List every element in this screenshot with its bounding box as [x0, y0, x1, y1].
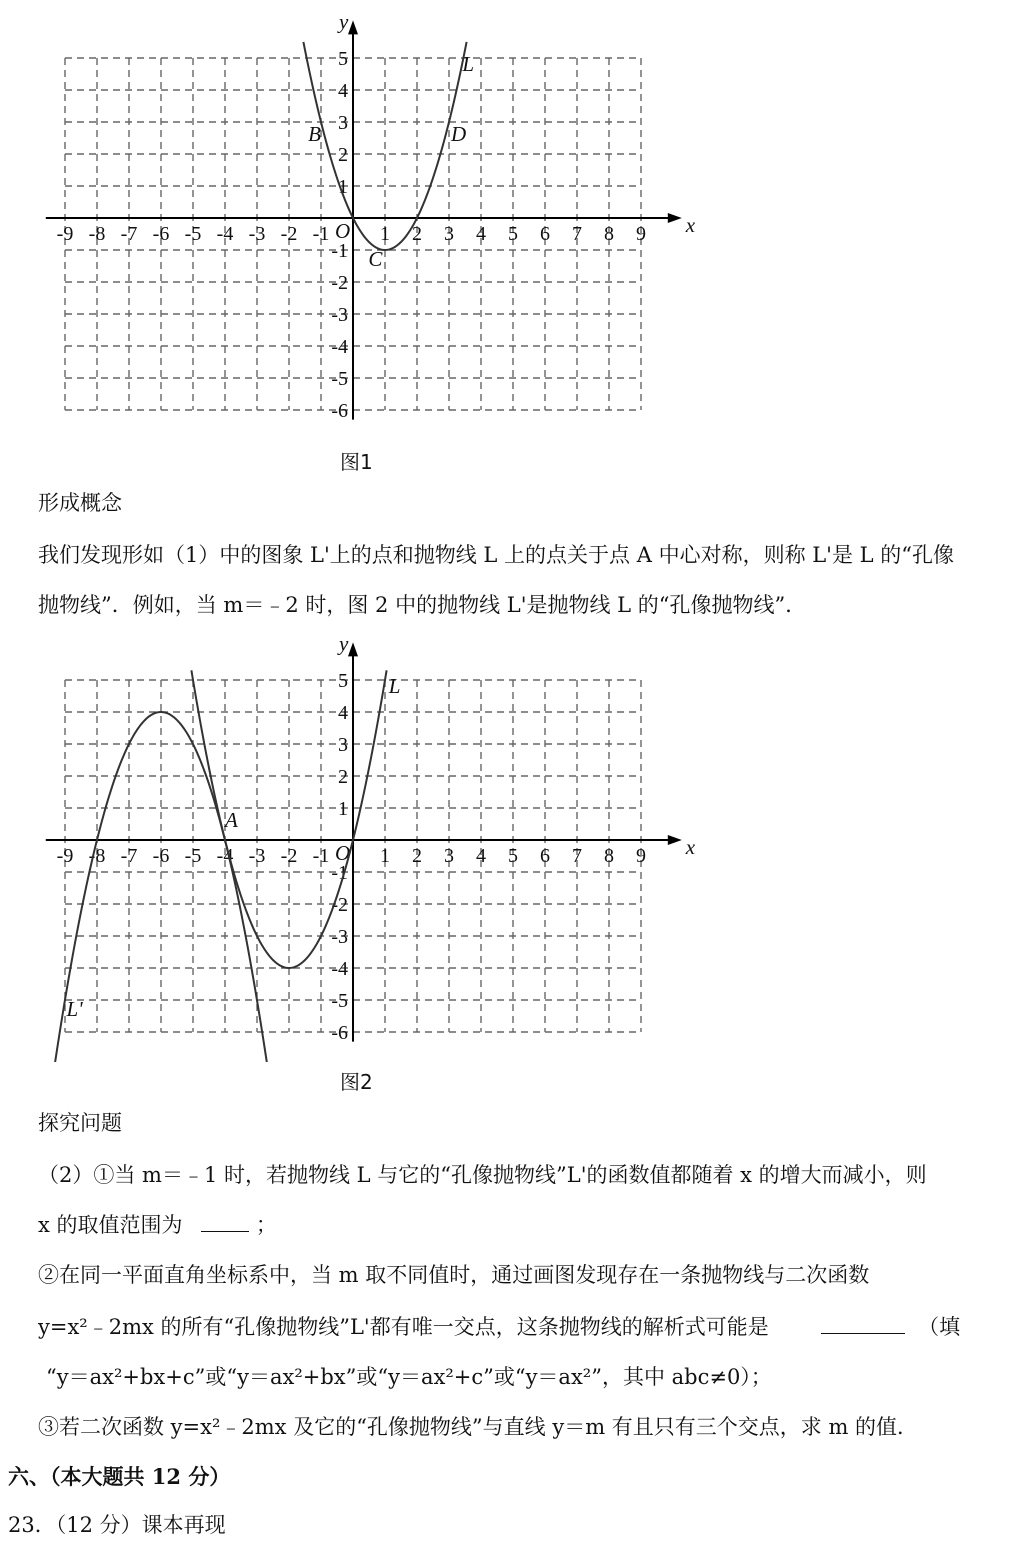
- y-tick-label: 3: [338, 112, 348, 134]
- y-tick-label: 3: [338, 734, 348, 756]
- x-tick-label: -9: [56, 845, 74, 867]
- x-tick-label: -8: [88, 845, 106, 867]
- y-tick-label: -1: [331, 240, 348, 262]
- question-2-line-2-end: （填: [918, 1315, 961, 1339]
- question-1-line-1: （2）①当 m＝﹣1 时，若抛物线 L 与它的“孔像抛物线”L'的函数值都随着 x 的增大而减小，则: [38, 1163, 927, 1187]
- x-tick-label: -3: [248, 845, 266, 867]
- x-tick-label: -9: [56, 223, 74, 245]
- concept-line-1: 我们发现形如（1）中的图象 L'上的点和抛物线 L 上的点关于点 A 中心对称，则称 L'是 L 的“孔像: [38, 543, 954, 567]
- x-tick-label: -2: [280, 845, 298, 867]
- x-tick-label: 4: [476, 845, 486, 867]
- x-tick-label: -5: [184, 845, 202, 867]
- x-tick-label: 7: [572, 223, 582, 245]
- y-tick-label: 4: [338, 80, 348, 102]
- x-axis-label: x: [685, 213, 696, 237]
- x-tick-label: 1: [380, 223, 390, 245]
- x-tick-label: 3: [444, 845, 454, 867]
- y-tick-label: 2: [338, 144, 348, 166]
- curve-label: C: [368, 247, 383, 271]
- x-tick-label: 9: [636, 223, 646, 245]
- curve-label: L: [388, 673, 401, 698]
- x-tick-label: 6: [540, 223, 550, 245]
- question-2-line-3: “y＝ax²+bx+c”或“y＝ax²+bx”或“y＝ax²+c”或“y＝ax²”，其中 abc≠0）；: [46, 1365, 772, 1389]
- y-tick-label: -3: [331, 926, 348, 948]
- x-axis-arrow: [668, 835, 682, 845]
- y-axis-label: y: [339, 631, 349, 656]
- y-tick-label: -2: [331, 272, 348, 294]
- y-tick-label: -6: [331, 400, 348, 422]
- heading-explore: 探究问题: [38, 1111, 122, 1135]
- y-axis-arrow: [348, 642, 358, 656]
- curve-label: L: [462, 51, 475, 76]
- x-tick-label: 2: [412, 223, 422, 245]
- question-2-line-2: [38, 1312, 960, 1342]
- curve-label: L': [66, 997, 83, 1021]
- x-tick-label: 9: [636, 845, 646, 867]
- x-tick-label: -6: [152, 845, 170, 867]
- y-tick-label: -1: [331, 862, 348, 884]
- answer-blank-1[interactable]: [201, 1211, 249, 1232]
- x-tick-label: 8: [604, 845, 614, 867]
- y-tick-label: 5: [338, 48, 348, 70]
- curve-label: A: [224, 808, 238, 833]
- y-tick-label: -3: [331, 304, 348, 326]
- x-tick-label: -6: [152, 223, 170, 245]
- x-tick-label: 5: [508, 223, 518, 245]
- y-tick-label: 1: [338, 798, 348, 820]
- section-6-heading: 六、（本大题共 12 分）: [8, 1464, 231, 1489]
- y-axis-label: y: [339, 9, 349, 34]
- figure-1-graph: [0, 0, 720, 450]
- origin-label: O: [335, 841, 351, 865]
- x-axis-label: x: [685, 835, 696, 859]
- question-1-line-2: [38, 1210, 277, 1240]
- x-tick-label: -5: [184, 223, 202, 245]
- x-tick-label: -1: [312, 845, 330, 867]
- x-tick-label: -3: [248, 223, 266, 245]
- heading-concept: 形成概念: [38, 491, 122, 515]
- figure-1: [0, 0, 720, 450]
- x-tick-label: 5: [508, 845, 518, 867]
- answer-blank-2[interactable]: [821, 1313, 905, 1334]
- figure-2: [0, 622, 720, 1062]
- x-tick-label: 2: [412, 845, 422, 867]
- x-tick-label: 4: [476, 223, 486, 245]
- concept-line-2: 抛物线”．例如，当 m＝﹣2 时，图 2 中的抛物线 L'是抛物线 L 的“孔像抛物线”．: [38, 593, 807, 617]
- x-tick-label: -7: [120, 223, 138, 245]
- x-tick-label: 8: [604, 223, 614, 245]
- y-axis-arrow: [348, 20, 358, 34]
- y-tick-label: -6: [331, 1022, 348, 1044]
- y-tick-label: -2: [331, 894, 348, 916]
- question-2-line-1: ②在同一平面直角坐标系中，当 m 取不同值时，通过画图发现存在一条抛物线与二次函数: [38, 1263, 870, 1287]
- x-tick-label: -4: [216, 223, 234, 245]
- y-tick-label: 1: [338, 176, 348, 198]
- x-tick-label: -2: [280, 223, 298, 245]
- x-tick-label: 6: [540, 845, 550, 867]
- y-tick-label: 2: [338, 766, 348, 788]
- question-1-line-2-text: x 的取值范围为: [38, 1213, 183, 1237]
- question-23-title: 23．（12 分）课本再现: [8, 1513, 226, 1537]
- x-tick-label: -7: [120, 845, 138, 867]
- figure-2-caption: 图2: [340, 1070, 373, 1094]
- x-tick-label: 3: [444, 223, 454, 245]
- x-tick-label: 1: [380, 845, 390, 867]
- y-tick-label: -4: [331, 958, 348, 980]
- y-tick-label: -4: [331, 336, 348, 358]
- x-axis-arrow: [668, 213, 682, 223]
- y-tick-label: -5: [331, 368, 348, 390]
- x-tick-label: -8: [88, 223, 106, 245]
- question-3-line-1: ③若二次函数 y=x²﹣2mx 及它的“孔像抛物线”与直线 y＝m 有且只有三个交点，求 m 的值．: [38, 1415, 919, 1439]
- question-1-line-2-end: ；: [255, 1213, 277, 1237]
- figure-1-caption: 图1: [340, 450, 373, 474]
- curve-label: D: [451, 122, 467, 147]
- origin-label: O: [335, 219, 351, 243]
- question-2-line-2-text: y=x²﹣2mx 的所有“孔像抛物线”L'都有唯一交点，这条抛物线的解析式可能是: [38, 1315, 769, 1339]
- figure-2-graph: [0, 622, 720, 1062]
- y-tick-label: 4: [338, 702, 348, 724]
- x-tick-label: -4: [216, 845, 234, 867]
- x-tick-label: 7: [572, 845, 582, 867]
- curve-label: B: [308, 122, 322, 147]
- y-tick-label: 5: [338, 670, 348, 692]
- x-tick-label: -1: [312, 223, 330, 245]
- y-tick-label: -5: [331, 990, 348, 1012]
